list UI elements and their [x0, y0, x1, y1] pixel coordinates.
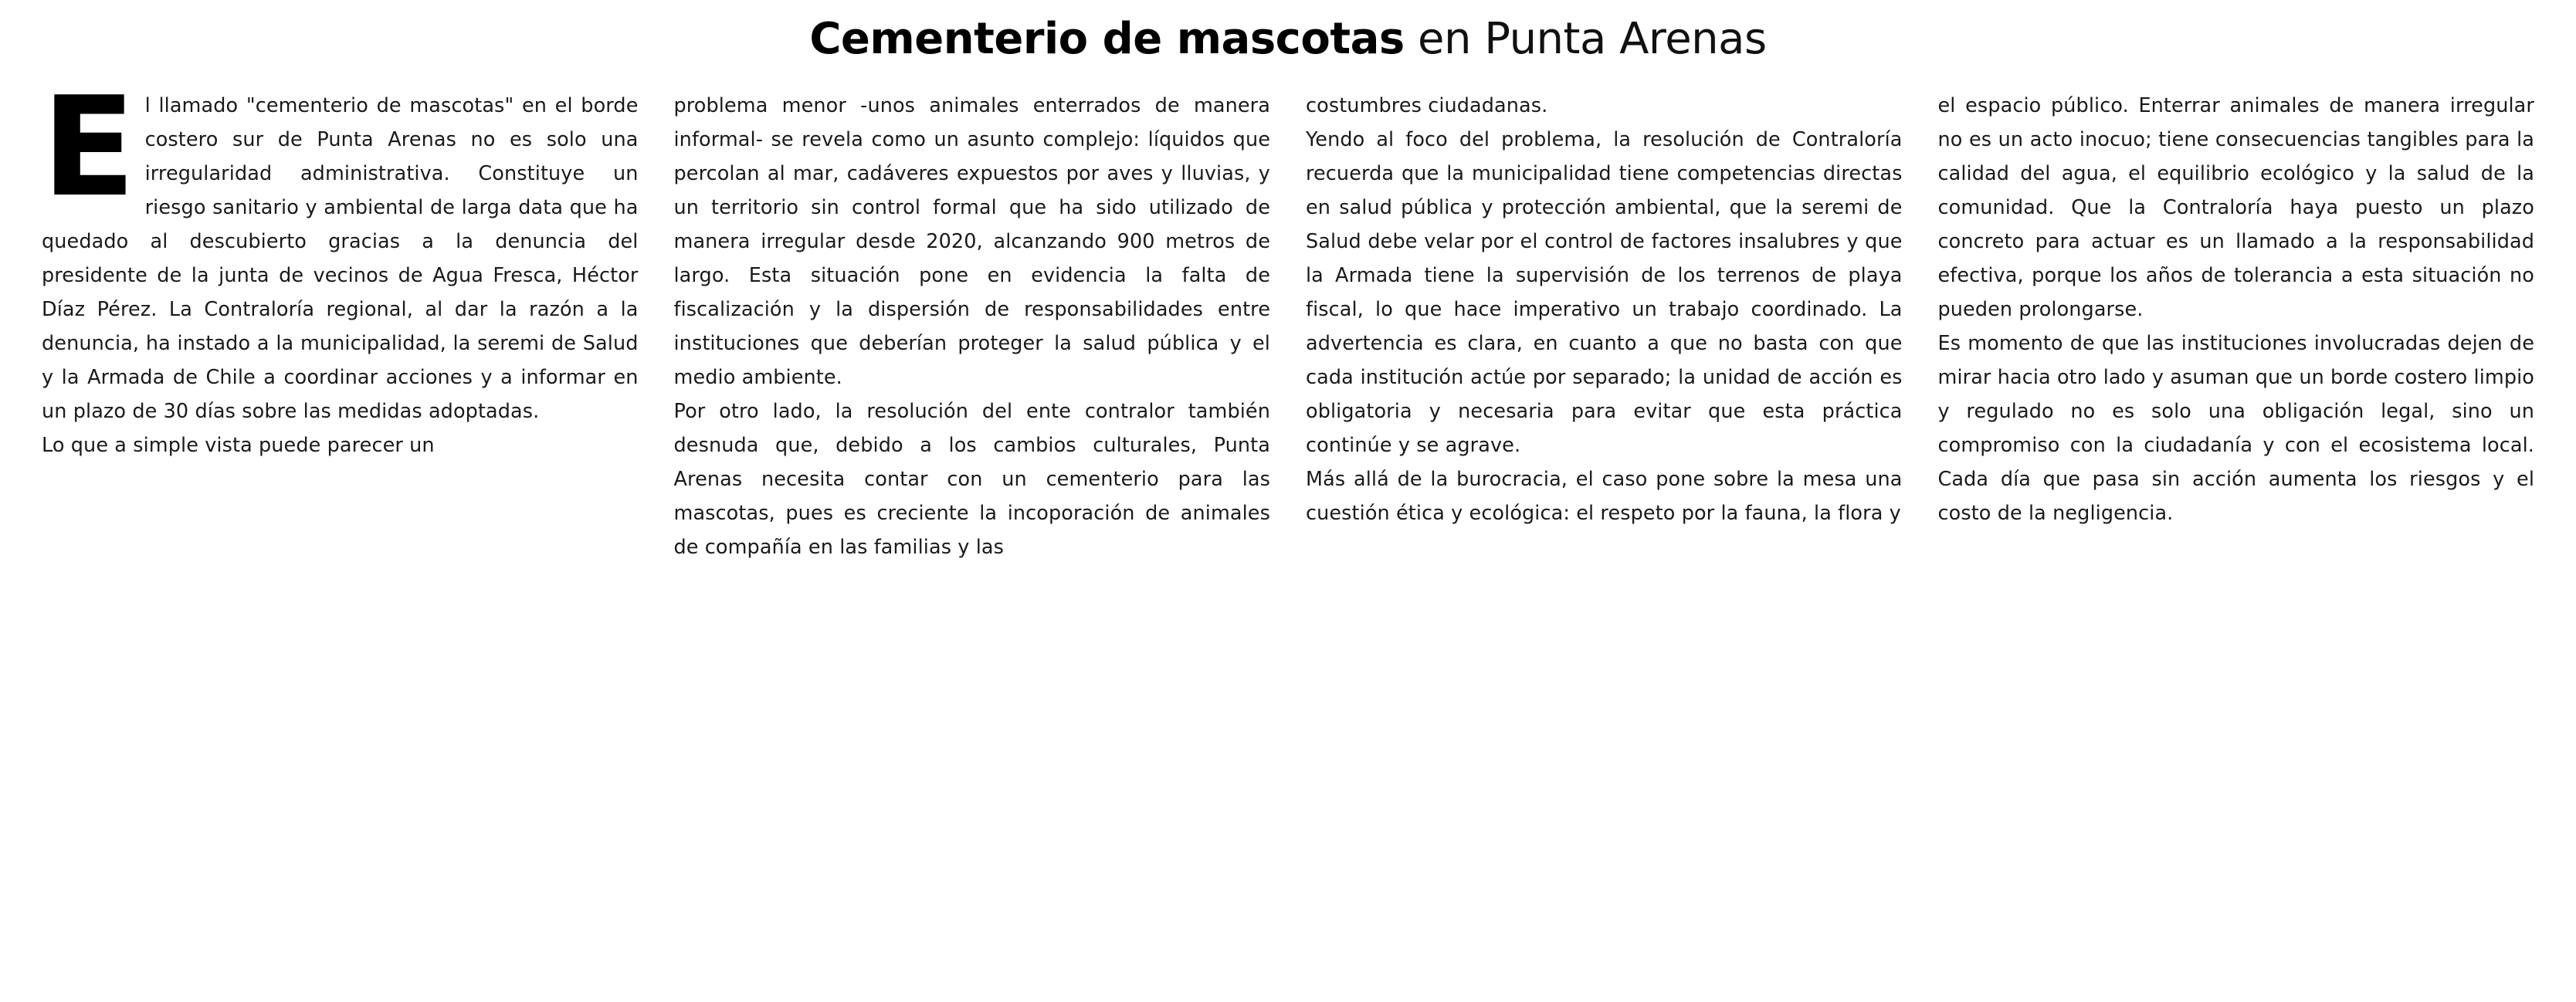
article-column-3	[1306, 89, 1903, 966]
paragraph: Por otro lado, la resolución del ente contralor también desnuda que, debido a los cambios culturales, Punta Arenas necesita contar con un cementerio para las mascotas, pues es creciente la incoporación de animales de compañía en las familias y las	[673, 399, 1270, 559]
paragraph: problema menor -unos animales enterrados de manera informal- se revela como un asunto complejo: líquidos que percolan al mar, cadáveres expuestos por aves y lluvias, y un territorio sin control formal que ha sido utilizado de manera irregular desde 2020, alcanzando 900 metros de largo. Esta situación pone en evidencia la falta de fiscalización y la dispersión de responsabilidades entre instituciones que deberían proteger la salud pública y el medio ambiente.	[673, 93, 1270, 389]
paragraph: Lo que a simple vista puede parecer un	[42, 433, 435, 457]
paragraph: costumbres ciudadanas.	[1306, 93, 1548, 117]
paragraph: Es momento de que las instituciones involucradas dejen de mirar hacia otro lado y asuman que un borde costero limpio y regulado no es solo una obligación legal, sino un compromiso con la ciudadanía y con el ecosistema local. Cada día que pasa sin acción aumenta los riesgos y el costo de la negligencia.	[1937, 331, 2534, 525]
paragraph: el espacio público. Enterrar animales de manera irregular no es un acto inocuo; tiene consecuencias tangibles para la calidad del agua, el equilibrio ecológico y la salud de la comunidad. Que la Contraloría haya puesto un plazo concreto para actuar es un llamado a la responsabilidad efectiva, porque los años de tolerancia a esta situación no pueden prolongarse.	[1937, 93, 2534, 321]
paragraph: Yendo al foco del problema, la resolución de Contraloría recuerda que la municipalidad tiene competencias directas en salud pública y protección ambiental, que la seremi de Salud debe velar por el control de factores insalubres y que la Armada tiene la supervisión de los terrenos de playa fiscal, lo que hace imperativo un trabajo coordinado. La advertencia es clara, en cuanto a que no basta con que cada institución actúe por separado; la unidad de acción es obligatoria y necesaria para evitar que esta práctica continúe y se agrave.	[1306, 127, 1903, 457]
headline-bold: Cementerio de mascotas	[809, 14, 1405, 64]
dropcap-wrapper	[42, 89, 639, 428]
article-columns	[0, 63, 2576, 966]
headline-light: en Punta Arenas	[1404, 14, 1767, 64]
paragraph: l llamado "cementerio de mascotas" en el borde costero sur de Punta Arenas no es solo una irregularidad administrativa. Constituye un riesgo sanitario y ambiental de larga data que ha quedado al descubierto gracias a la denuncia del presidente de la junta de vecinos de Agua Fresca, Héctor Díaz Pérez. La Contraloría regional, al dar la razón a la denuncia, ha instado a la municipalidad, la seremi de Salud y la Armada de Chile a coordinar acciones y a informar en un plazo de 30 días sobre las medidas adoptadas.	[42, 93, 639, 423]
article-page	[0, 14, 2576, 1002]
article-column-4	[1938, 89, 2535, 966]
dropcap-letter: E	[42, 88, 133, 227]
article-column-2	[674, 89, 1271, 966]
paragraph: Más allá de la burocracia, el caso pone sobre la mesa una cuestión ética y ecológica: el respeto por la fauna, la flora y	[1306, 467, 1903, 525]
article-column-1	[42, 89, 639, 966]
page-title	[0, 14, 2576, 64]
